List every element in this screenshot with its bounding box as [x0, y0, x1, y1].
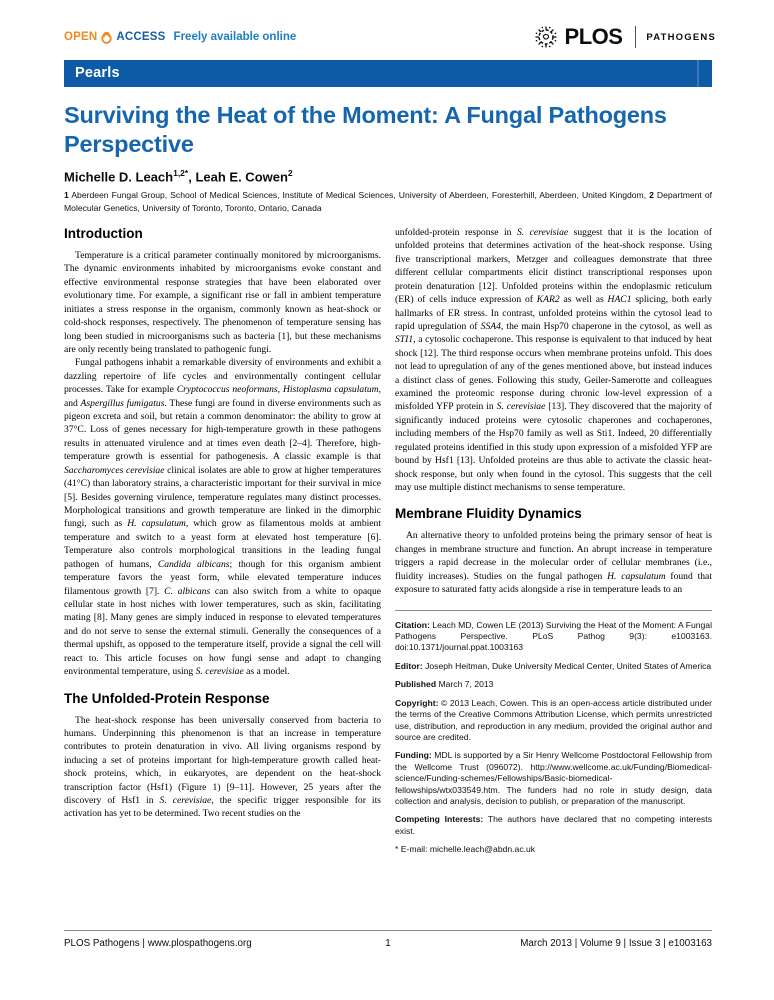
- funding-label: Funding:: [395, 750, 432, 761]
- editor-text: Joseph Heitman, Duke University Medical Center, United States of America: [422, 660, 712, 671]
- heading-introduction: Introduction: [64, 226, 143, 241]
- open-lock-icon: [100, 31, 113, 44]
- heading-unfolded-protein-response: The Unfolded-Protein Response: [64, 690, 270, 706]
- footer-page-number: 1: [385, 938, 391, 949]
- email-block: * E-mail: michelle.leach@abdn.ac.uk: [395, 844, 536, 855]
- author-1-name: Michelle D. Leach: [64, 169, 174, 185]
- funding-text: MDL is supported by a Sir Henry Wellcome Postdoctoral Fellowship from the Wellcome Trust (096072). http://www.wellcome.ac.uk/Funding/Biomedical-science/Funding-schemes/Fellowships/Basic-biomedical-fellowships/wtx033549.htm. The funders had no role in study design, data collection and analysis, decision to publish, or preparation of the manuscript.: [395, 750, 712, 807]
- journal-name: PATHOGENS: [646, 31, 716, 43]
- author-2-name: Leah E. Cowen: [195, 169, 288, 185]
- mfd-paragraph-1: An alternative theory to unfolded proteins being the primary sensor of heat is changes in membrane structure and function. An abrupt increase in temperature triggers a rapid decrease in the molecular order of cellular membranes (i.e., fluidity increases). Studies on the fungal pathogen H. capsulatum found that exposure to saturated fatty acids alongside a rise in temperature leads to an: [395, 530, 712, 596]
- page-header: [64, 24, 716, 50]
- competing-interests-block: [395, 814, 712, 837]
- editor-block: [395, 661, 712, 672]
- published-block: [395, 679, 712, 690]
- upr-paragraph-2: unfolded-protein response in S. cerevisiae suggest that it is the location of unfolded proteins that determines activation of the heat-shock response. Using five transcriptional markers, Metzger and colleagues demonstrate that three different cellular compartments elicit distinct transcriptional responses upon protein denaturation [12]. Unfolded proteins within the endoplasmic reticulum (ER) of cells induce expression of KAR2 as well as HAC1 splicing, both early hallmarks of ER stress. In contrast, unfolded proteins within the cytosol lead to rapid upregulation of SSA4, the main Hsp70 chaperone in the cytosol, as well as STI1, a cytosolic cochaperone. This response is equivalent to that induced by heat shock [12]. The third response occurs when membrane proteins unfold. This does not lead to upregulation of any of the genes mentioned above, but instead induces a distinct class of genes. Following this study, Geiler-Samerotte and colleagues examined the proteomic response during chronic low-level expression of a misfolded YFP protein in S. cerevisiae [13]. They discovered that the majority of significantly induced proteins were cytosolic chaperones and cochaperones, including members of the Hsp70 family as well as Sti1. Indeed, 20 differentially regulated proteins identified in this study upon expression of a misfolded YFP are bound by Hsf1 [13]. Unfolded proteins are thus able to activate the classic heat-shock response, but only when found in the cytosol. This suggests that the cell may use multiple distinct mechanisms to sense temperature.: [395, 227, 712, 494]
- article-metadata: [395, 610, 712, 856]
- section-banner: [64, 60, 712, 87]
- author-1-affiliation-sup: 1,2*: [173, 168, 189, 178]
- author-separator: ,: [188, 169, 196, 185]
- article-body: [64, 226, 712, 863]
- plos-pathogen-icon: [533, 24, 559, 50]
- article-title: Surviving the Heat of the Moment: A Fungal Pathogens Perspective: [64, 102, 667, 157]
- page-footer: [64, 930, 712, 949]
- open-label: OPEN: [64, 31, 98, 43]
- funding-block: [395, 750, 712, 807]
- right-column: [395, 226, 712, 863]
- section-banner-label: Pearls: [75, 65, 120, 81]
- footer-journal-url: PLOS Pathogens | www.plospathogens.org: [64, 938, 252, 949]
- intro-paragraph-2: Fungal pathogens inhabit a remarkable diversity of environments and exhibit a dazzling repertoire of life cycles and environmentally contingent cellular processes. Take for example Cryptococcus neoformans, Histoplasma capsulatum, and Aspergillus fumigatus. These fungi are found in diverse environments such as pigeon excreta and soil, but retain a common denominator: the ability to grow at 37°C. Loss of genes necessary for high-temperature growth in these pathogens results in attenuated virulence and at times even death [2–4]. Therefore, high-temperature growth is essential for pathogenesis. A classic example is that Saccharomyces cerevisiae clinical isolates are able to grow at higher temperatures (41°C) than laboratory strains, a characteristic important for their survival in mice [5]. Besides governing virulence, temperature regulates many distinct processes. Morphological transitions and growth temperature are linked in the dimorphic fungi, such as H. capsulatum, which grow as filamentous molds at ambient temperature and switch to a yeast form at elevated host temperature [6]. Temperature also controls morphological transitions in the leading fungal pathogen of humans, Candida albicans; though for this organism ambient temperature favors the yeast form, while elevated temperature induces filamentous growth [7]. C. albicans can also switch from a white to opaque cellular state in host niches with lower temperatures, such as skin, facilitating mating [8]. Many genes are simply induced in response to elevated temperatures and do not serve to sense the external stimuli. Generally the consequences of a thermal upshift, as opposed to the temperature itself, provide a signal the cell will react to. This article focuses on how fungi sense and adapt to changing environmental temperature, using S. cerevisiae as a model.: [64, 357, 382, 678]
- footer-issue-info: March 2013 | Volume 9 | Issue 3 | e1003163: [520, 938, 712, 949]
- open-access-banner: [64, 31, 296, 44]
- author-line: [64, 168, 293, 184]
- published-label: Published: [395, 679, 437, 690]
- logo-divider: [635, 26, 636, 48]
- copyright-text: © 2013 Leach, Cowen. This is an open-access article distributed under the terms of the Creative Commons Attribution License, which permits unrestricted use, distribution, and reproduction in any medium, provided the original author and source are credited.: [395, 697, 712, 742]
- freely-available-label: Freely available online: [173, 31, 297, 43]
- affiliations: 1 Aberdeen Fungal Group, School of Medical Sciences, Institute of Medical Sciences, University of Aberdeen, Foresterhill, Aberdeen, United Kingdom, 2 Department of Molecular Genetics, University of Toronto, Toronto, Ontario, Canada: [64, 190, 712, 214]
- upr-paragraph-1: The heat-shock response has been universally conserved from bacteria to humans. Underpinning this phenomenon is that an increase in temperature contributes to protein denaturation in vivo. All living organisms respond by inducing a set of proteins important for high-temperature growth called heat-shock proteins, which, in eukaryotes, are dependent on the heat-shock transcription factor (Hsf1) (Figure 1) [9–11]. However, 25 years after the discovery of Hsf1 in S. cerevisiae, the specific trigger responsible for its activation has yet to be determined. Two recent studies on the: [64, 714, 381, 820]
- access-label: ACCESS: [116, 31, 166, 43]
- competing-interests-text: The authors have declared that no competing interests exist.: [395, 814, 712, 836]
- citation-text: Leach MD, Cowen LE (2013) Surviving the Heat of the Moment: A Fungal Pathogens Perspective. PLoS Pathog 9(3): e1003163. doi:10.1371/journal.ppat.1003163: [395, 619, 712, 653]
- plos-logo: [533, 24, 716, 50]
- intro-paragraph-1: Temperature is a critical parameter continually monitored by microorganisms. The dynamic environments inhabited by microorganisms evoke constant and effective environmental response strategies that have been elaborated over evolutionary time. For example, a significant rise or fall in ambient temperature initiates a stress response in the organism, commonly known as heat-shock or cold-shock responses, respectively. The phenomenon of temperature sensing has long been studied in microorganisms such as bacteria [1], but these mechanisms are only recently being translated to pathogenic fungi.: [64, 250, 381, 355]
- left-column: [64, 226, 381, 863]
- published-text: March 7, 2013: [436, 679, 494, 690]
- citation-block: [395, 620, 712, 654]
- competing-interests-label: Competing Interests:: [395, 814, 484, 825]
- plos-wordmark: PLOS: [564, 24, 623, 49]
- heading-membrane-fluidity: Membrane Fluidity Dynamics: [395, 506, 582, 522]
- editor-label: Editor:: [395, 660, 423, 671]
- copyright-label: Copyright:: [395, 697, 439, 708]
- copyright-block: [395, 698, 712, 744]
- author-2-affiliation-sup: 2: [287, 168, 293, 178]
- citation-label: Citation:: [395, 619, 430, 630]
